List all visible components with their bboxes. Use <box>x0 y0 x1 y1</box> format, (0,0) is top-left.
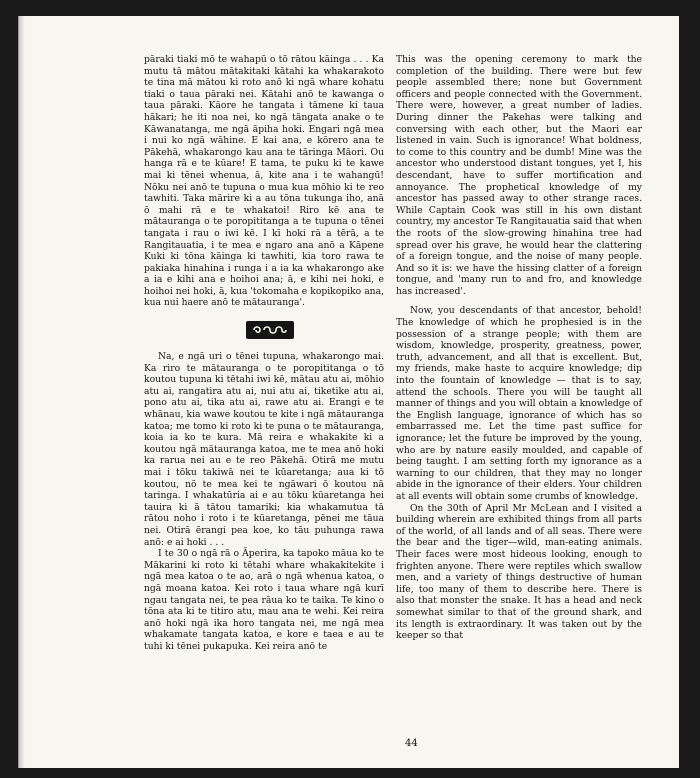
english-paragraph-1: This was the opening ceremony to mark the completion of the building. There were but few people assembled there; none but Government officers and people connected with the Government. There were, however, a great number of ladies. During dinner the Pakehas were talking and conversing with each other, but the Maori ear listened in vain. Such is ignorance! What boldness, to come to this country and be dumb! Mine was the ancestor who understood distant tongues, yet I, his descendant, have to suffer mortification and annoyance. The prophetical knowledge of my ancestor has passed away to other strange races. While Captain Cook was still in his own distant country, my ancestor Te Rangitauatia said that when the roots of the slow-growing hinahina tree had spread over his grave, he would hear the clattering of a foreign tongue, and the noise of many people. And so it is: we have the hissing clatter of a foreign tongue, and 'many run to and fro, and knowledge has increased'. <box>396 54 642 297</box>
english-paragraph-2: Now, you descendants of that ancestor, behold! The knowledge of which he prophesied is in the possession of a strange people; with them are wisdom, knowledge, prosperity, greatness, power, truth, advancement, and all that is excellent. But, my friends, make haste to acquire knowledge; dip into the fountain of knowledge — that is to say, attend the schools. There you will be taught all manner of things and you will obtain a knowledge of the English language, ignorance of which has so embarrassed me. Let the time past suffice for ignorance; let the future be improved by the young, who are by nature easily moulded, and capable of being taught. I am setting forth my ignorance as a warning to our children, that they may no longer abide in the ignorance of their elders. Your children at all events will obtain some crumbs of knowledge. <box>396 305 642 502</box>
english-paragraph-3: On the 30th of April Mr McLean and I visited a building wherein are exhibited things from all parts of the world, of all lands and of all seas. There were the bear and the tiger—wild, man-eating animals. Their faces were most hideous looking, enough to frighten anyone. There were reptiles which swallow men, and a variety of things destructive of human life, too many of them to describe here. There is also that monster the snake. It has a head and neck somewhat similar to that of the ground shark, and its length is extraordinary. It was taken out by the keeper so that <box>396 502 642 642</box>
page-number: 44 <box>405 738 418 749</box>
english-text-column <box>396 54 642 642</box>
page-spine-shadow <box>19 16 25 768</box>
maori-paragraph-2: Na, e ngā uri o tēnei tupuna, whakarongo mai. Ka riro te mātauranga o te poropititanga o tō koutou tupuna ki tētahi iwi kē, mātau atu ai, mōhio atu ai, rangatira atu ai, nui atu ai, tiketike atu ai, pono atu ai, tika atu ai, rawe atu ai. Erangi e te whānau, kia wawe koutou te kite i ngā mātauranga katoa; me tomo ki roto ki te puna o te mātauranga, koia ia ko te kura. Mā reira e whakakite ki a koutou ngā mātauranga katoa, me te mea anō hoki ka rarua nei au e te reo Pākehā. Otirā me mutu mai i tōku takiwā nei te kūaretanga; aua ki tō koutou, nō te mea kei te ngāwari ō koutou nā taringa. I whakatūria ai e au tōku kūaretanga hei tauira ki ā tātou tamariki; kia whakamutua tā rātou noho i roto i te kūaretanga, pēnei me tāua nei. Otirā ērangi pea koe, ko tāu puhunga rawa anō: e ai hoki . . . <box>144 351 384 548</box>
book-page <box>18 16 679 768</box>
maori-text-column <box>144 54 384 653</box>
paragraph-spacer <box>396 297 642 305</box>
maori-paragraph-3: I te 30 o ngā rā o Āperira, ka tapoko māua ko te Mākarini ki roto ki tētahi whare whakakitekite i ngā mea katoa o te ao, arā o ngā whenua katoa, o ngā moana katoa. Kei roto i taua whare ngā kurī ngau tangata nei, te pea rāua ko te taika. Te kino o tōna ata ki te titiro atu, mau ana te wehi. Kei reira anō hoki ngā ika horo tangata nei, me ngā mea whakamate tangata katoa, e kore e taea e au te tuhi ki tēnei pukapuka. Kei reira anō te <box>144 548 384 652</box>
koru-ornament-icon <box>246 321 294 339</box>
maori-paragraph-1: pāraki tiaki mō te wahapū o tō rātou kāinga . . . Ka mutu tā mātou mātakitaki kātahi ka whakarakoto te tina mā mātou ki roto anō ki ngā whare kohatu tiaki o taua pāraki nei. Kātahi anō te kawanga o taua pāraki. Kāore he tangata i tāmene ki taua hākari; he iti noa nei, ko ngā tāngata anake o te Kāwanatanga, me ngā āpiha hoki. Engari ngā mea i nui ko ngā wāhine. E kai ana, e kōrero ana te Pākehā, whakarongo kau ana te tāringa Māori. Ou hanga rā e te kūare! E tama, te puku ki te kawe mai ki tēnei whenua, ā, kite ana i te wahangū! Nōku nei anō te tupuna o mua kua mōhio ki te reo tawhiti. Taka mārire ki a au tōna tukunga iho, anā ō mahi rā e te whakatoi! Riro kē ana te mātauranga o te poropititanga a te tupuna o tēnei tangata i rau o iwi kē. I kī hoki rā a tērā, a te Rangitauatia, i te mea e ngaro ana anō a Kāpene Kuki ki tōna kāinga ki tawhiti, kia toro rawa te pakiaka hinahina i runga i a ia ka whakarongo ake a ia e kihi ana e hoihoi ana; ā, e kihi nei hoki, e hoihoi nei hoki, ā, kua 'tokomaha e kopikopiko ana, kua nui haere anō te mātauranga'. <box>144 54 384 309</box>
